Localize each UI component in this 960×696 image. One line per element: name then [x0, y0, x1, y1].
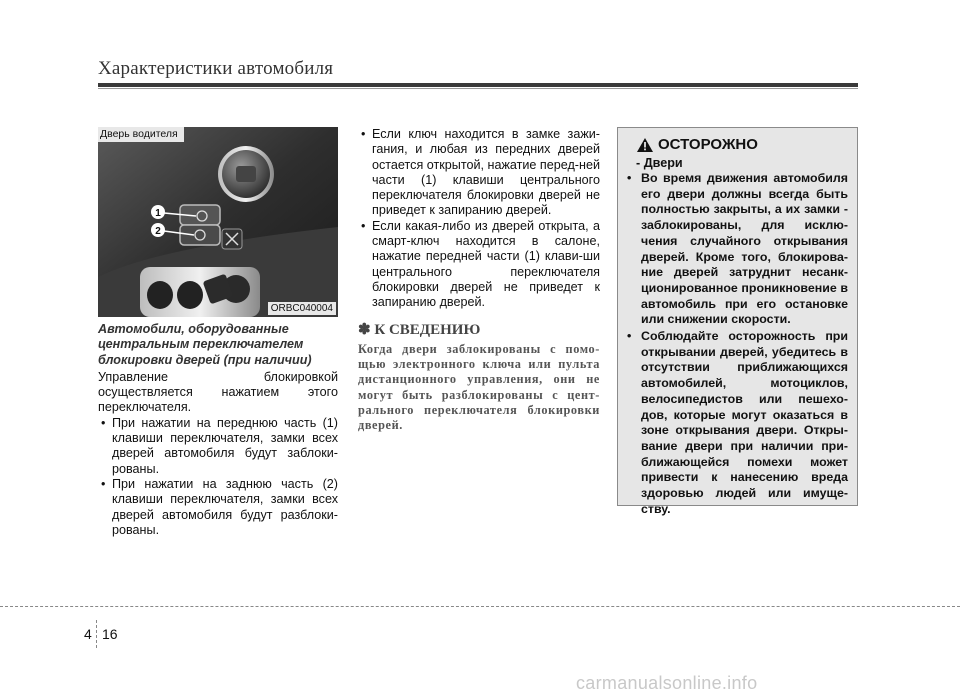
- warning-triangle-icon: [636, 137, 654, 153]
- list-item: • Если ключ находится в замке зажи-гания, и любая из передних дверей остается открытой, нажатие перед-ней части (1) клавиши центрального переключателя блокировки дверей не приведет к запиранию дверей.: [358, 127, 600, 219]
- warning-title: ОСТОРОЖНО: [658, 136, 758, 153]
- header-rule-thin: [98, 88, 858, 89]
- info-body: Когда двери заблокированы с помо-щью электронного ключа или пульта дистанционного управления, они не могут быть разблокированы с цент-рального переключателя блокировки дверей.: [358, 341, 600, 433]
- list-item: • Если какая-либо из дверей открыта, а смарт-ключ находится в салоне, нажатие передней части (1) клави-ши центрального переключателя блокировки дверей не приведет к запиранию дверей.: [358, 219, 600, 311]
- header-rule: [98, 83, 858, 87]
- info-title: ✽ К СВЕДЕНИЮ: [358, 321, 481, 338]
- callout-2: 2: [155, 226, 161, 237]
- figure-caption-label: Дверь водителя: [98, 127, 184, 142]
- list-item: • При нажатии на заднюю часть (2) клавиши переключателя, замки всех дверей автомобиля будут разблоки-рованы.: [98, 477, 338, 538]
- figure-code: ORBC040004: [268, 302, 336, 315]
- warning-subtitle: - Двери: [636, 156, 683, 170]
- warning-box: [617, 127, 858, 516]
- intro-paragraph: Управление блокировкой осуществляется нажатием этого переключателя.: [98, 369, 338, 415]
- middle-column: [358, 127, 600, 434]
- page-number: 16: [102, 626, 118, 642]
- warning-item: • Во время движения автомобиля его двери должны всегда быть полностью закрыты, а их замки - заблокированы, для исклю-чения случайного открывания дверей. Кроме того, блокирова-ние дверей затруднит несанк-ционированное проникновение в автомобиль при его остановке или снижении скорости.: [627, 171, 848, 328]
- watermark: carmanualsonline.info: [576, 673, 758, 693]
- footer-rule: [0, 606, 960, 607]
- chapter-number: 4: [84, 626, 92, 642]
- door-switch-photo: [98, 127, 338, 317]
- warning-header: [636, 136, 848, 153]
- warning-item: • Соблюдайте осторожность при открывании дверей, убедитесь в отсутствии приближающихся автомобилей, мотоциклов, велосипедистов или пешехо-дов, которые могут оказаться в зоне открывания двери. Откры-вание двери при наличии при-ближающейся помехи может привести к нанесению вреда здоровью людей или имуще-ству.: [627, 329, 848, 517]
- callout-1: 1: [155, 208, 161, 219]
- list-item: • При нажатии на переднюю часть (1) клавиши переключателя, замки всех дверей автомобиля будут заблоки-рованы.: [98, 416, 338, 477]
- page-header-title: Характеристики автомобиля: [98, 58, 334, 79]
- left-column: [98, 322, 338, 538]
- door-panel-illustration: [98, 127, 338, 317]
- section-subheading: Автомобили, оборудованные центральным переключателем блокировки дверей (при наличии): [98, 322, 312, 367]
- footer-divider: [96, 620, 97, 648]
